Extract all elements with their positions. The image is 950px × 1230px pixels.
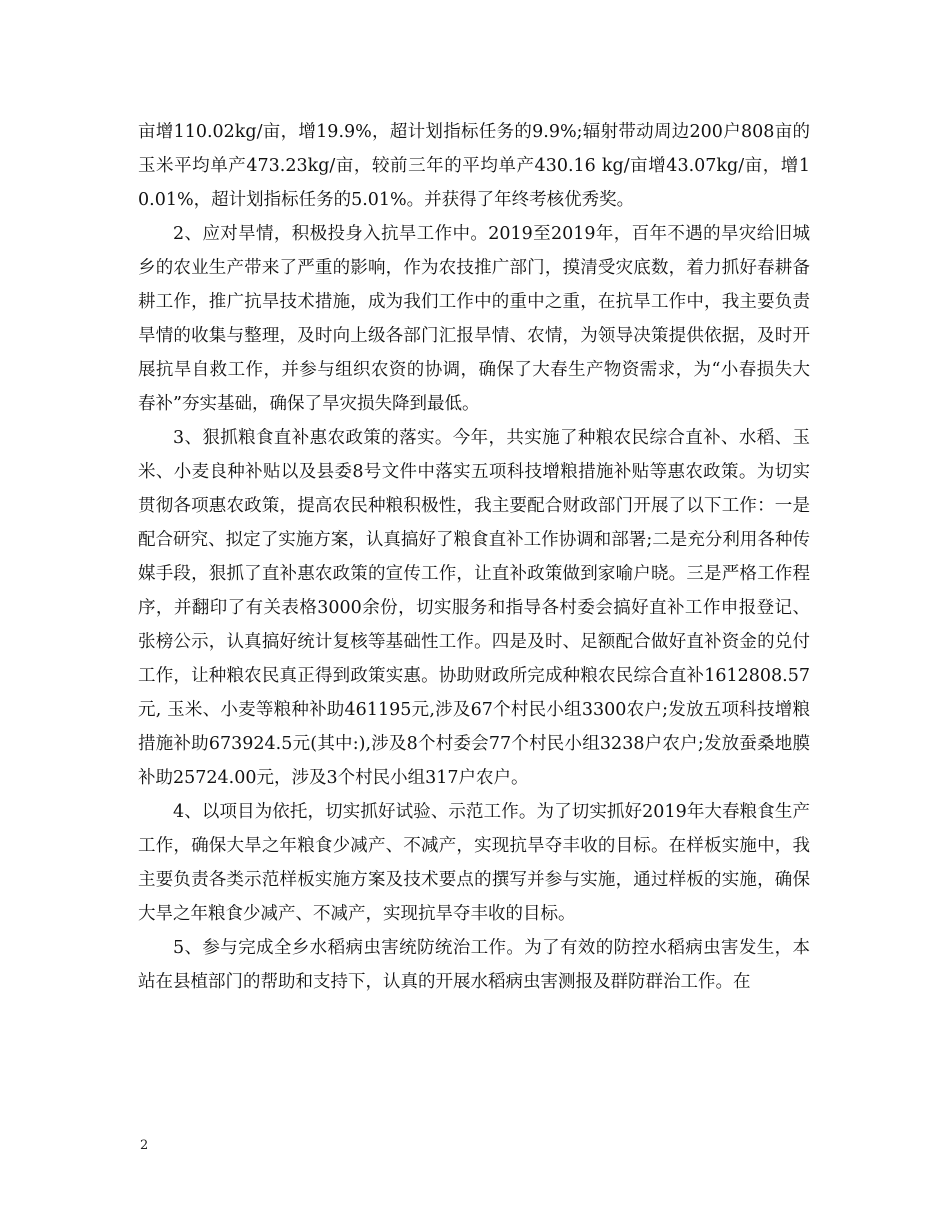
- paragraph-demonstration-work: 4、以项目为依托，切实抓好试验、示范工作。为了切实抓好2019年大春粮食生产工作，确保大旱之年粮食少减产、不减产，实现抗旱夺丰收的目标。在样板实施中，我主要负责各类示范样板实施方案及技术要点的撰写并参与实施，通过样板的实施，确保大旱之年粮食少减产、不减产，实现抗旱夺丰收的目标。: [138, 802, 810, 924]
- paragraph-continuation: 亩增110.02kg/亩，增19.9%，超计划指标任务的9.9%;辐射带动周边200户808亩的玉米平均单产473.23kg/亩，较前三年的平均单产430.16 kg/亩增43.07kg/亩，增10.01%，超计划指标任务的5.01%。并获得了年终考核优秀奖。: [138, 122, 810, 210]
- paragraph-drought-response: 2、应对旱情，积极投身入抗旱工作中。2019至2019年，百年不遇的旱灾给旧城乡的农业生产带来了严重的影响，作为农技推广部门，摸清受灾底数，着力抓好春耕备耕工作，推广抗旱技术措施，成为我们工作中的重中之重，在抗旱工作中，我主要负责旱情的收集与整理，及时向上级各部门汇报旱情、农情，为领导决策提供依据，及时开展抗旱自救工作，并参与组织农资的协调，确保了大春生产物资需求，为“小春损失大春补”夯实基础，确保了旱灾损失降到最低。: [138, 224, 810, 414]
- page-number: 2: [140, 1138, 149, 1153]
- paragraph-grain-subsidy-policy: 3、狠抓粮食直补惠农政策的落实。今年，共实施了种粮农民综合直补、水稻、玉米、小麦良种补贴以及县委8号文件中落实五项科技增粮措施补贴等惠农政策。为切实贯彻各项惠农政策，提高农民种粮积极性，我主要配合财政部门开展了以下工作：一是配合研究、拟定了实施方案，认真搞好了粮食直补工作协调和部署;二是充分利用各种传媒手段，狠抓了直补惠农政策的宣传工作，让直补政策做到家喻户晓。三是严格工作程序，并翻印了有关表格3000余份，切实服务和指导各村委会搞好直补工作申报登记、张榜公示，认真搞好统计复核等基础性工作。四是及时、足额配合做好直补资金的兑付工作，让种粮农民真正得到政策实惠。协助财政所完成种粮农民综合直补1612808.57元, 玉米、小麦等粮种补助461195元,涉及67个村民小组3300农户;发放五项科技增粮措施补助673924.5元(其中:),涉及8个村委会77个村民小组3238户农户;发放蚕桑地膜补助25724.00元，涉及3个村民小组317户农户。: [138, 428, 810, 788]
- document-body: [138, 115, 810, 999]
- paragraph-rice-pest-control: 5、参与完成全乡水稻病虫害统防统治工作。为了有效的防控水稻病虫害发生，本站在县植部门的帮助和支持下，认真的开展水稻病虫害测报及群防群治工作。在: [138, 938, 810, 992]
